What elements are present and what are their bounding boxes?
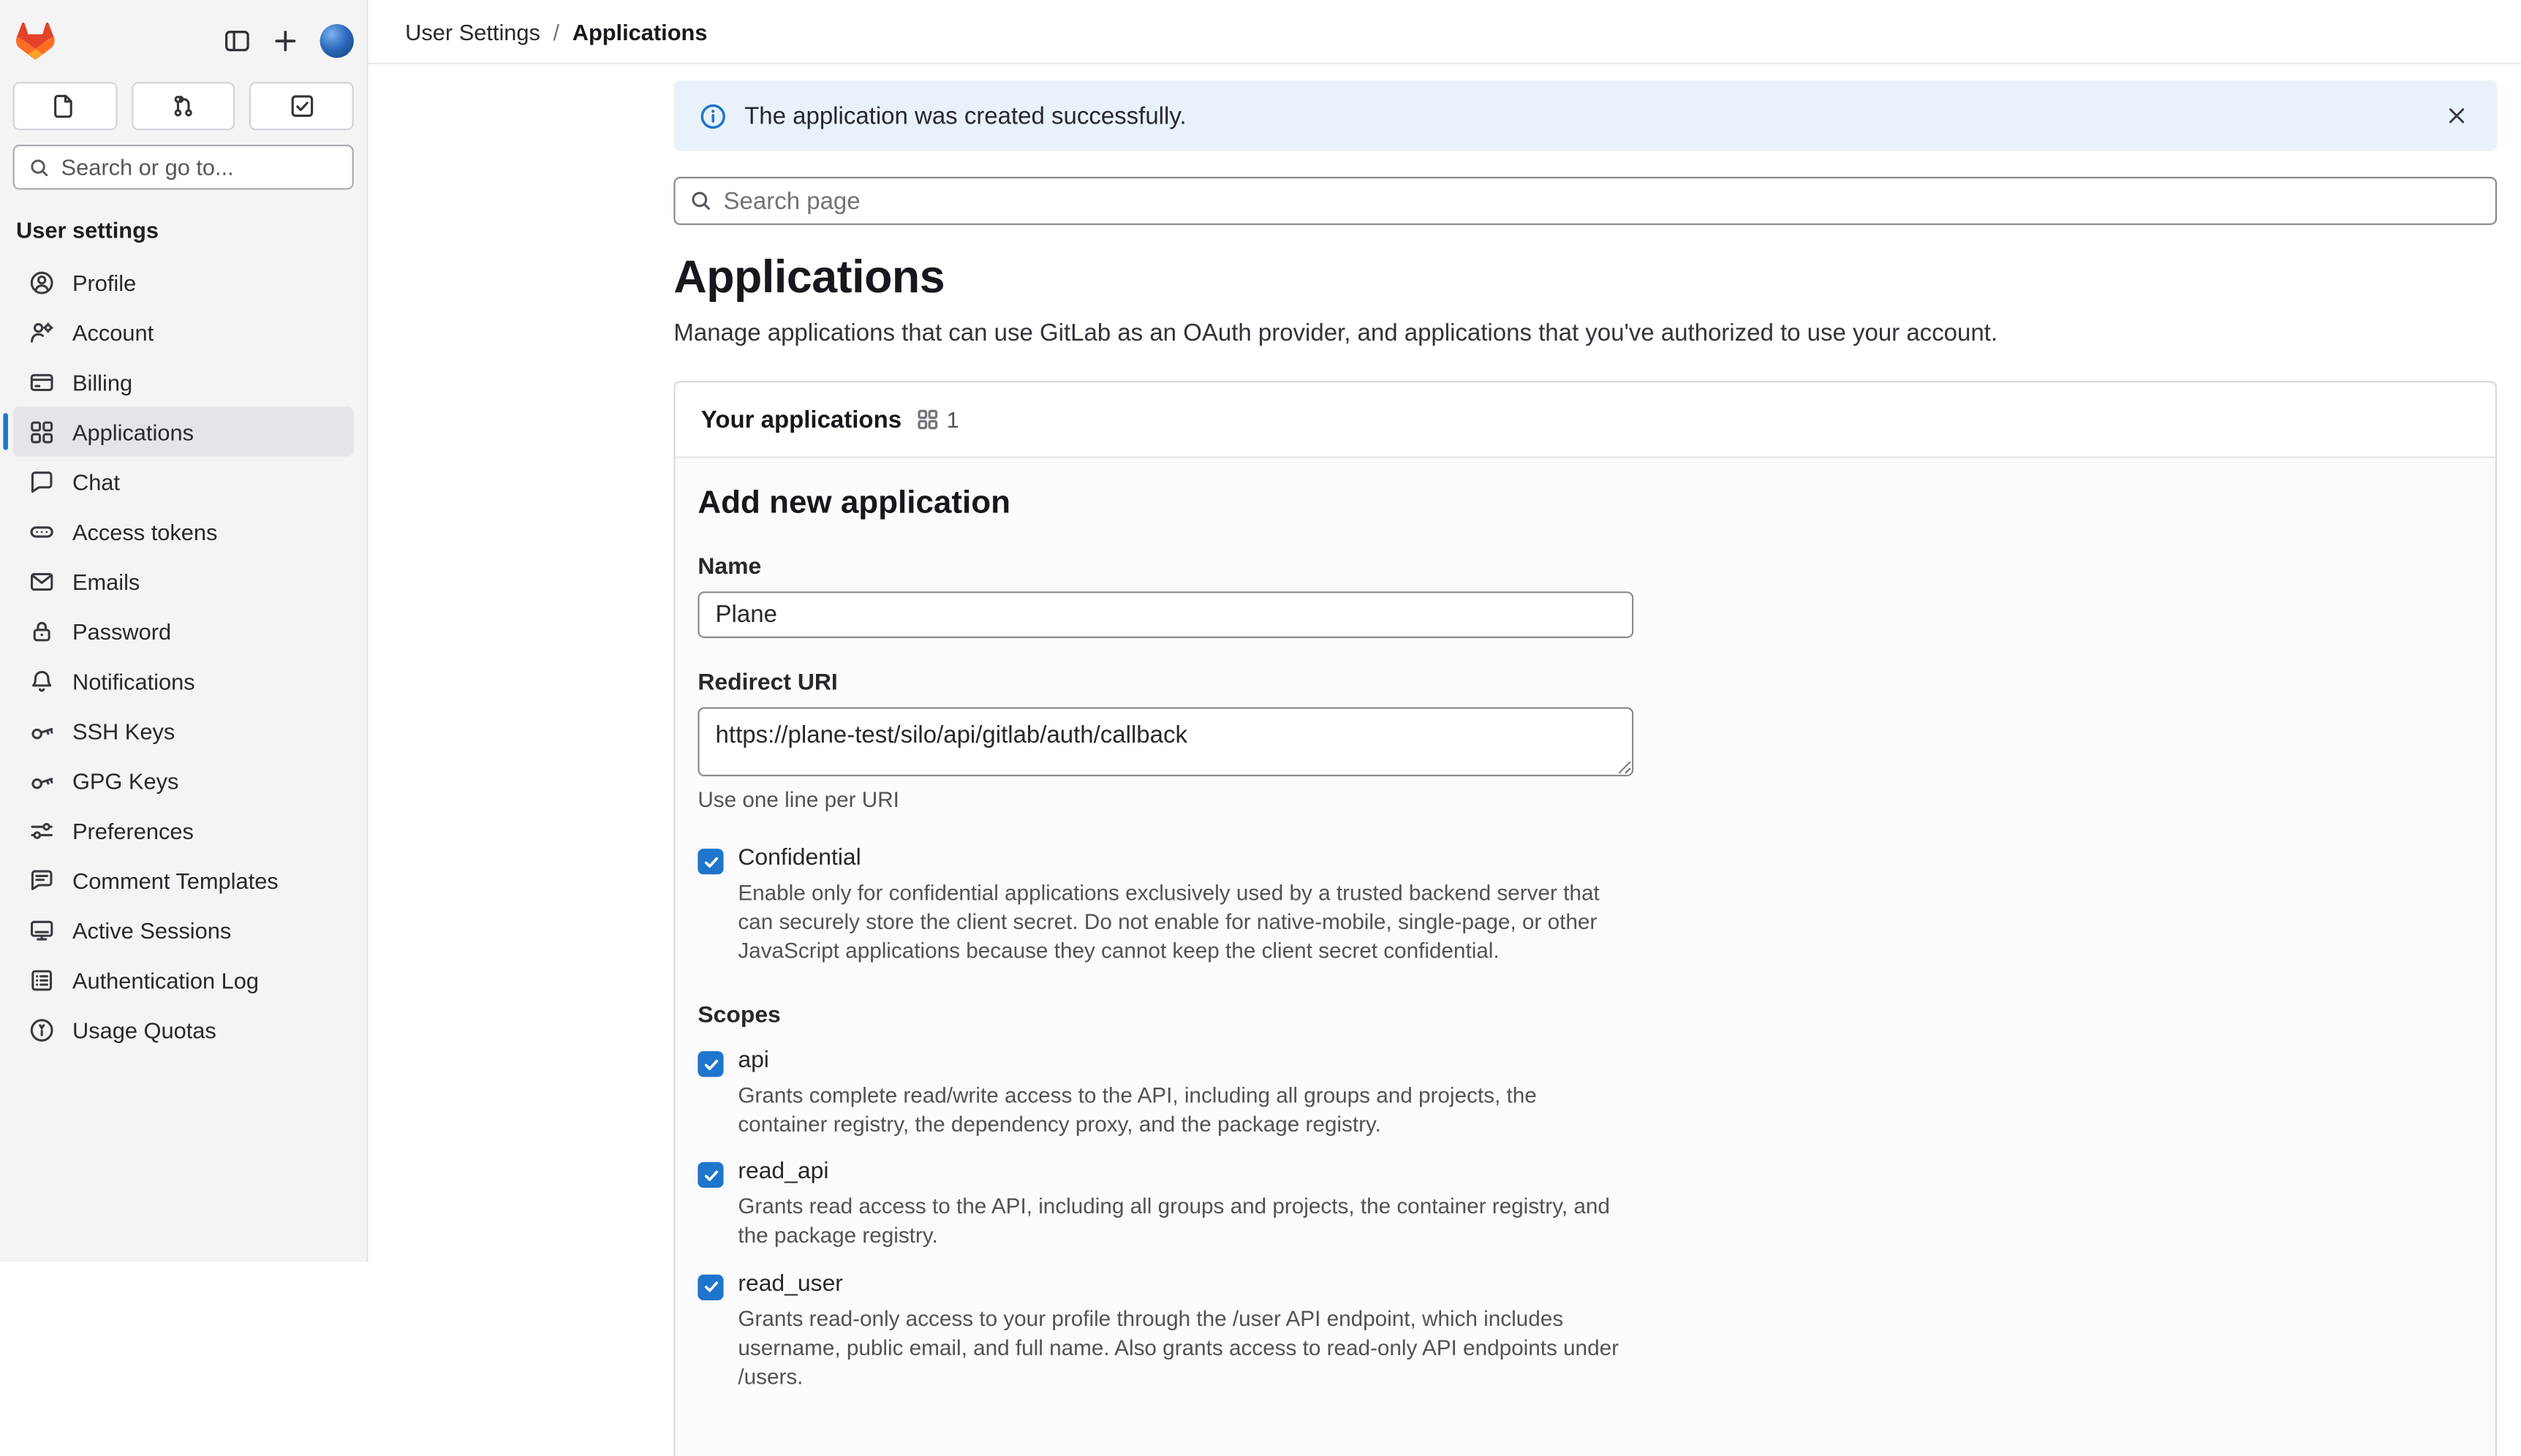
create-new-button[interactable] bbox=[272, 26, 299, 53]
content bbox=[368, 64, 2521, 1456]
scope-read-user-row bbox=[698, 1270, 2473, 1300]
name-field[interactable] bbox=[698, 591, 1633, 638]
scope-api-row bbox=[698, 1048, 2473, 1077]
scopes-label: Scopes bbox=[698, 1003, 781, 1029]
gitlab-logo-icon bbox=[16, 22, 55, 59]
sidebar-item-billing[interactable] bbox=[13, 357, 354, 406]
ssh-key-icon bbox=[29, 718, 55, 743]
access-tokens-icon bbox=[29, 518, 55, 544]
sidebar-shortcuts bbox=[13, 82, 354, 130]
preferences-sliders-icon bbox=[29, 817, 55, 843]
add-application-form bbox=[676, 458, 2495, 1456]
info-icon bbox=[700, 102, 727, 129]
applications-icon bbox=[29, 419, 55, 444]
sidebar-item-label: GPG Keys bbox=[72, 767, 179, 794]
global-search-input[interactable] bbox=[13, 145, 354, 190]
read-api-checkbox[interactable] bbox=[698, 1163, 723, 1188]
sidebar-item-preferences[interactable] bbox=[13, 805, 354, 855]
read-api-label[interactable]: read_api bbox=[738, 1159, 829, 1186]
profile-icon bbox=[29, 269, 55, 295]
sidebar-item-notifications[interactable] bbox=[13, 656, 354, 705]
password-lock-icon bbox=[29, 618, 55, 644]
api-description: Grants complete read/write access to the API, including all groups and projects, the container registry, the dependency proxy, and the package registry. bbox=[738, 1083, 1537, 1137]
sidebar-menu bbox=[13, 257, 354, 1055]
user-avatar[interactable] bbox=[320, 23, 354, 57]
account-icon bbox=[29, 319, 55, 345]
breadcrumb-separator: / bbox=[553, 18, 560, 45]
comment-templates-icon bbox=[29, 867, 55, 892]
search-icon bbox=[689, 189, 712, 212]
page-title: Applications bbox=[673, 252, 945, 304]
usage-quotas-gauge-icon bbox=[29, 1017, 55, 1042]
sidebar-collapse-icon bbox=[224, 26, 251, 53]
sidebar-item-gpg-keys[interactable] bbox=[13, 756, 354, 805]
sidebar-item-emails[interactable] bbox=[13, 556, 354, 606]
page-description: Manage applications that can use GitLab as an OAuth provider, and applications that you've authorized to use your account. bbox=[673, 319, 1998, 347]
read-user-checkbox[interactable] bbox=[698, 1274, 723, 1300]
todos-shortcut-button[interactable] bbox=[250, 82, 354, 130]
sidebar-item-account[interactable] bbox=[13, 307, 354, 357]
global-search-placeholder: Search or go to... bbox=[61, 154, 234, 181]
close-icon bbox=[2446, 105, 2468, 127]
read-user-label[interactable]: read_user bbox=[738, 1270, 843, 1297]
confidential-description: Enable only for confidential applications exclusively used by a trusted backend server that can securely store the client secret. Do not enable for native-mobile, single-page, or other JavaScript applications because they cannot keep the client secret confidential. bbox=[738, 881, 1600, 963]
sidebar-item-label: Notifications bbox=[72, 667, 195, 694]
api-checkbox[interactable] bbox=[698, 1052, 723, 1077]
issues-icon bbox=[52, 94, 78, 119]
scope-api bbox=[698, 1048, 2473, 1140]
sidebar-item-label: Preferences bbox=[72, 817, 194, 843]
authentication-log-icon bbox=[29, 967, 55, 993]
breadcrumb-applications: Applications bbox=[572, 18, 708, 45]
redirect-uri-help: Use one line per URI bbox=[698, 787, 899, 812]
sidebar-item-label: SSH Keys bbox=[72, 717, 175, 744]
success-alert bbox=[673, 80, 2497, 151]
sidebar-item-password[interactable] bbox=[13, 606, 354, 656]
issues-shortcut-button[interactable] bbox=[13, 82, 117, 130]
sidebar-item-profile[interactable] bbox=[13, 257, 354, 307]
scope-read-api bbox=[698, 1159, 2473, 1251]
merge-requests-shortcut-button[interactable] bbox=[132, 82, 235, 130]
topbar bbox=[368, 0, 2521, 64]
read-user-description: Grants read-only access to your profile through the /user API endpoint, which includes username, public email, and full name. Also grants access to read-only API endpoints under /users. bbox=[738, 1305, 1619, 1389]
scope-read-api-row bbox=[698, 1159, 2473, 1188]
sidebar-item-authentication-log[interactable] bbox=[13, 955, 354, 1004]
main-area bbox=[368, 0, 2521, 1389]
merge-request-icon bbox=[170, 94, 196, 119]
billing-icon bbox=[29, 369, 55, 395]
alert-close-button[interactable] bbox=[2442, 102, 2471, 131]
sidebar-item-comment-templates[interactable] bbox=[13, 855, 354, 905]
applications-count-value: 1 bbox=[946, 406, 959, 433]
card-header bbox=[676, 382, 2495, 458]
confidential-checkbox[interactable] bbox=[698, 849, 723, 874]
todo-check-icon bbox=[289, 94, 314, 119]
sidebar-item-active-sessions[interactable] bbox=[13, 905, 354, 955]
alert-message: The application was created successfully. bbox=[744, 102, 1187, 130]
sidebar bbox=[0, 0, 368, 1262]
applications-icon bbox=[916, 409, 939, 431]
sidebar-item-access-tokens[interactable] bbox=[13, 507, 354, 556]
sidebar-item-label: Password bbox=[72, 618, 172, 644]
sidebar-item-label: Authentication Log bbox=[72, 966, 260, 993]
sidebar-item-label: Usage Quotas bbox=[72, 1016, 216, 1043]
sidebar-item-usage-quotas[interactable] bbox=[13, 1004, 354, 1054]
sidebar-item-label: Chat bbox=[72, 469, 120, 495]
scope-read-user bbox=[698, 1270, 2473, 1391]
sidebar-item-label: Active Sessions bbox=[72, 917, 232, 943]
sidebar-item-label: Access tokens bbox=[72, 518, 218, 545]
sidebar-item-label: Profile bbox=[72, 269, 137, 295]
page-search bbox=[673, 177, 2497, 225]
sidebar-item-label: Comment Templates bbox=[72, 867, 279, 893]
redirect-uri-field[interactable] bbox=[698, 708, 1633, 777]
search-icon bbox=[29, 156, 50, 178]
confidential-label[interactable]: Confidential bbox=[738, 845, 861, 871]
sidebar-item-chat[interactable] bbox=[13, 457, 354, 507]
sidebar-item-label: Billing bbox=[72, 368, 133, 395]
active-sessions-monitor-icon bbox=[29, 917, 55, 943]
sidebar-item-ssh-keys[interactable] bbox=[13, 705, 354, 755]
redirect-uri-label: Redirect URI bbox=[698, 670, 838, 697]
card-title: Your applications bbox=[700, 406, 902, 433]
sidebar-item-applications[interactable] bbox=[13, 406, 354, 456]
name-label: Name bbox=[698, 554, 762, 580]
sidebar-item-label: Account bbox=[72, 319, 154, 345]
form-title: Add new application bbox=[698, 485, 1010, 521]
confidential-row bbox=[698, 846, 2473, 875]
api-label[interactable]: api bbox=[738, 1048, 769, 1074]
sidebar-item-label: Applications bbox=[72, 418, 194, 445]
sidebar-collapse-button[interactable] bbox=[224, 26, 251, 53]
gpg-key-icon bbox=[29, 767, 55, 793]
emails-icon bbox=[29, 568, 55, 594]
sidebar-section-title: User settings bbox=[15, 216, 159, 243]
breadcrumb bbox=[405, 18, 707, 44]
chat-icon bbox=[29, 469, 55, 494]
page-search-input[interactable] bbox=[724, 187, 2482, 214]
sidebar-item-label: Emails bbox=[72, 568, 140, 594]
notifications-bell-icon bbox=[29, 668, 55, 694]
breadcrumb-user-settings[interactable]: User Settings bbox=[405, 18, 540, 45]
plus-icon bbox=[272, 26, 299, 53]
read-api-description: Grants read access to the API, including all groups and projects, the container registry, and the package registry. bbox=[738, 1194, 1610, 1248]
applications-count bbox=[916, 406, 959, 432]
applications-card bbox=[673, 381, 2497, 1456]
